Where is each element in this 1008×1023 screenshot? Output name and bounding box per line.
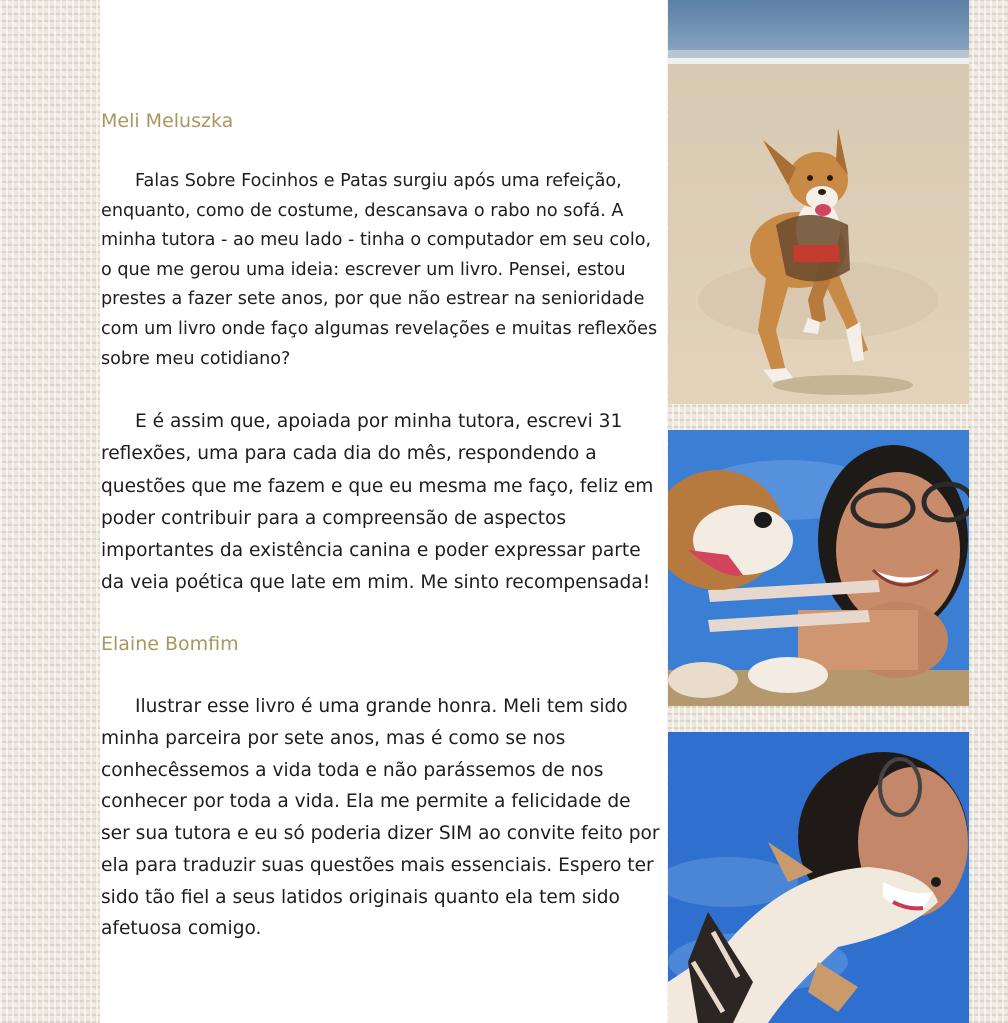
photo-woman-hugging-dog: [668, 732, 969, 1023]
photo-dog-and-woman-selfie: [668, 430, 969, 706]
elaine-paragraph-1: [101, 691, 661, 945]
selfie-illustration: [668, 430, 969, 706]
dog-running-illustration: [668, 0, 969, 404]
author-name-elaine: Elaine Bomfim: [101, 633, 239, 656]
elaine-paragraph-1-text: Ilustrar esse livro é uma grande honra. Meli tem sido minha parceira por sete anos, mas é como se nos conhecêssemos a vida toda e não parássemos de nos conhecer por toda a vida. Ela me permite a felicidade de ser sua tutora e eu só poderia dizer SIM ao convite feito por ela para traduzir suas questões mais essenciais. Espero ter sido tão fiel a seus latidos originais quanto ela tem sido afetuosa comigo.: [101, 696, 660, 940]
meli-paragraph-1: [101, 167, 661, 374]
meli-paragraph-2: [101, 406, 661, 599]
text-column: [101, 108, 661, 945]
meli-paragraph-1-text: Falas Sobre Focinhos e Patas surgiu após uma refeição, enquanto, como de costume, descansava o rabo no sofá. A minha tutora - ao meu lado - tinha o computador em seu colo, o que me gerou uma ideia: escrever um livro. Pensei, estou prestes a fazer sete anos, por que não estrear na senioridade com um livro onde faço algumas revelações e muitas reflexões sobre meu cotidiano?: [101, 171, 658, 369]
author-name-meli: Meli Meluszka: [101, 110, 234, 132]
photo-dog-running-beach: [668, 0, 969, 404]
meli-paragraph-2-text: E é assim que, apoiada por minha tutora, escrevi 31 reflexões, uma para cada dia do mês, respondendo a questões que me fazem e que eu mesma me faço, feliz em poder contribuir para a compreensão de aspectos importantes da existência canina e poder expressar parte da veia poética que late em mim. Me sinto recompensada!: [101, 411, 654, 594]
hug-illustration: [668, 732, 969, 1023]
